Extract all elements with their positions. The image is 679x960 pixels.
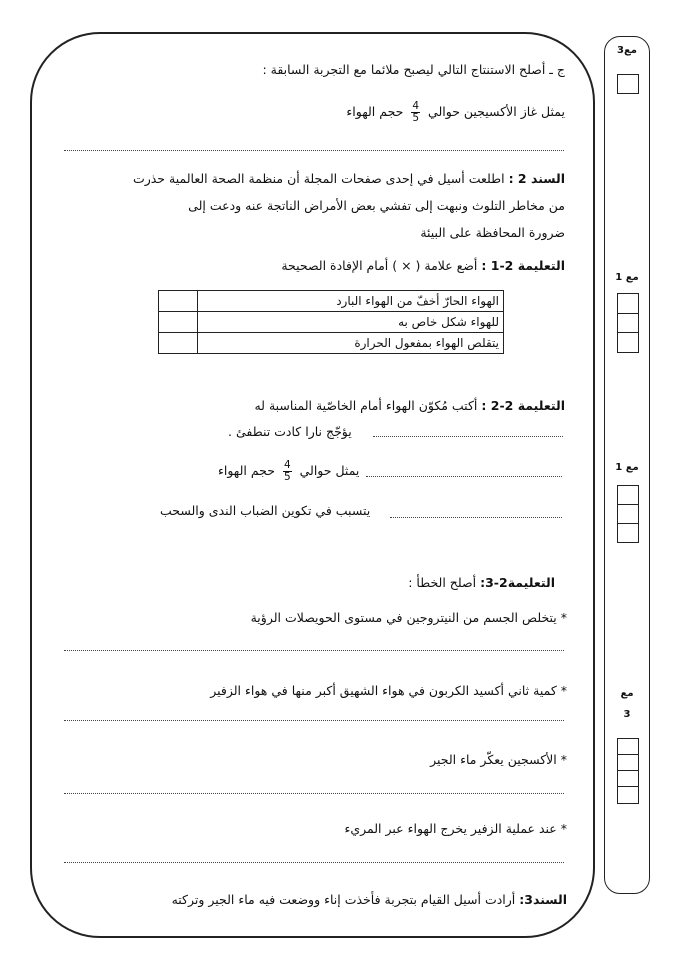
score-boxes[interactable] [617, 738, 639, 804]
answer-box[interactable] [159, 312, 198, 333]
mark-label: مع 1 [615, 462, 639, 473]
fraction-denominator: 5 [283, 471, 291, 483]
task21-label: التعليمة 2-1 : [481, 258, 565, 273]
doc2-text1: اطلعت أسيل في إحدى صفحات المجلة أن منظمة الصحة العالمية حذرت [132, 171, 505, 186]
task23-text: أصلح الخطأ : [408, 575, 477, 590]
doc2-label: السند 2 : [508, 171, 565, 186]
fraction-numerator: 4 [283, 459, 291, 471]
answer-line[interactable] [64, 150, 564, 151]
item2-before: يمثل حوالي [299, 463, 360, 478]
task22-heading [254, 398, 565, 413]
table-row [159, 333, 504, 354]
task23-label: التعليمة2-3: [480, 575, 555, 590]
task23-heading [408, 575, 555, 590]
mark-label: 3 [623, 709, 631, 720]
answer-line[interactable] [390, 517, 562, 518]
question-c-statement [346, 101, 565, 124]
answer-box[interactable] [159, 291, 198, 312]
answer-line[interactable] [64, 650, 564, 651]
table-statement: للهواء شكل خاص به [198, 312, 504, 333]
true-false-table [158, 290, 504, 354]
task22-item3: يتسبب في تكوين الضباب الندى والسحب [160, 503, 371, 518]
task23-item: * الأكسجين يعكّر ماء الجير [430, 752, 567, 767]
answer-line[interactable] [64, 793, 564, 794]
task23-item: * عند عملية الزفير يخرج الهواء عبر المريء [344, 821, 567, 836]
task23-item: * يتخلص الجسم من النيتروجين في مستوى الحويصلات الرؤية [250, 610, 567, 625]
table-row [159, 291, 504, 312]
table-statement: الهواء الحارّ أخفّ من الهواء البارد [198, 291, 504, 312]
mark-label: مع3 [617, 45, 637, 56]
task23-item: * كمية ثاني أكسيد الكربون في هواء الشهيق أكبر منها في هواء الزفير [210, 683, 567, 698]
score-boxes[interactable] [617, 485, 639, 543]
score-box[interactable] [617, 74, 639, 94]
task21-text: أضع علامة ( × ) أمام الإفادة الصحيحة [281, 258, 478, 273]
task22-item1: يؤجّج نارا كادت تنطفئ . [228, 424, 352, 439]
answer-line[interactable] [366, 476, 562, 477]
task21-heading [281, 258, 565, 273]
doc2-line1 [133, 171, 565, 186]
doc2-line2: من مخاطر التلوث ونبهت إلى تفشي بعض الأمراض الناتجة عنه ودعت إلى [188, 198, 565, 213]
task22-item2 [218, 460, 359, 483]
answer-line[interactable] [64, 720, 564, 721]
worksheet-frame [30, 32, 595, 938]
doc2-line3: ضرورة المحافظة على البيئة [420, 225, 565, 240]
item2-after: حجم الهواء [218, 463, 275, 478]
fraction-denominator: 5 [412, 112, 420, 124]
fraction-numerator: 4 [412, 100, 420, 112]
answer-line[interactable] [64, 862, 564, 863]
fraction-four-fifths [411, 101, 420, 124]
doc3-line [172, 892, 567, 907]
question-c-instruction: ج ـ أصلح الاستنتاج التالي ليصبح ملائما مع التجربة السابقة : [262, 62, 565, 77]
doc3-text: أرادت أسيل القيام بتجربة فأخذت إناء ووضعت فيه ماء الجير وتركته [171, 892, 516, 907]
task22-label: التعليمة 2-2 : [481, 398, 565, 413]
answer-box[interactable] [159, 333, 198, 354]
statement-before: يمثل غاز الأكسيجين حوالي [428, 104, 565, 119]
doc3-label: السند3: [519, 892, 567, 907]
answer-line[interactable] [373, 436, 563, 437]
score-boxes[interactable] [617, 293, 639, 353]
mark-label: مع 1 [615, 272, 639, 283]
fraction-four-fifths [283, 460, 292, 483]
table-statement: يتقلص الهواء بمفعول الحرارة [198, 333, 504, 354]
statement-after: حجم الهواء [346, 104, 404, 119]
mark-label: مع [620, 688, 634, 699]
task22-text: أكتب مُكوّن الهواء أمام الخاصّية المناسبة له [254, 398, 478, 413]
table-row [159, 312, 504, 333]
